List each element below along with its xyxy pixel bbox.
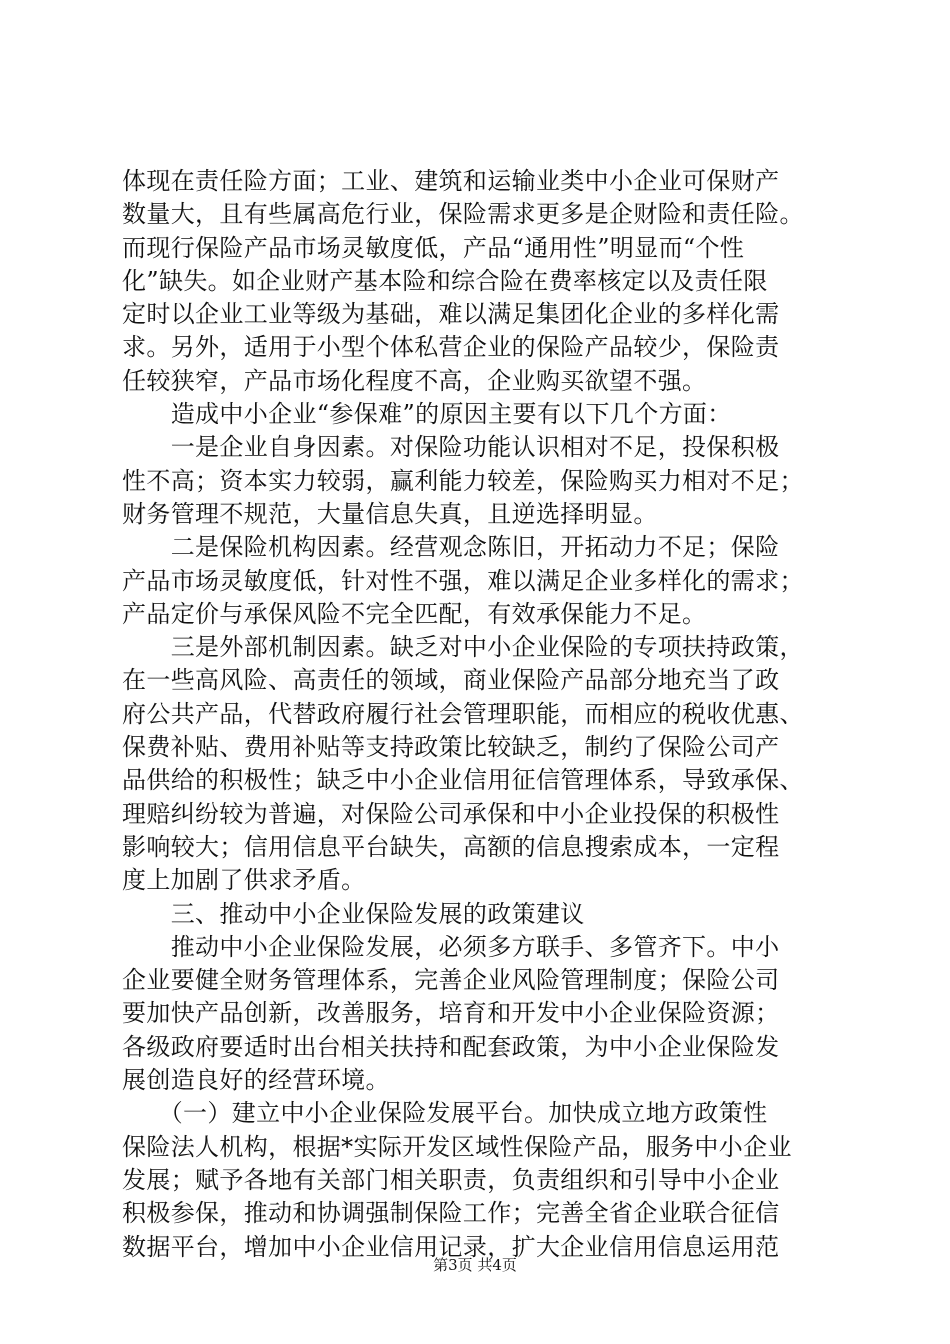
text-line: 造成中小企业“参保难”的原因主要有以下几个方面：	[122, 400, 732, 429]
text-line: 保费补贴、费用补贴等支持政策比较缺乏，制约了保险公司产	[122, 733, 780, 762]
text-line: （一）建立中小企业保险发展平台。加快成立地方政策性	[122, 1099, 768, 1128]
text-line: 数据平台，增加中小企业信用记录，扩大企业信用信息运用范	[122, 1232, 780, 1261]
text-line: 化”缺失。如企业财产基本险和综合险在费率核定以及责任限	[122, 266, 768, 295]
text-line: 推动中小企业保险发展，必须多方联手、多管齐下。中小	[122, 932, 780, 961]
text-line: 任较狭窄，产品市场化程度不高，企业购买欲望不强。	[122, 366, 707, 395]
text-line: 财务管理不规范，大量信息失真，且逆选择明显。	[122, 499, 658, 528]
text-line: 影响较大；信用信息平台缺失，高额的信息搜索成本，一定程	[122, 832, 780, 861]
text-line: 品供给的积极性；缺乏中小企业信用征信管理体系，导致承保、	[122, 766, 804, 795]
text-line: 在一些高风险、高责任的领域，商业保险产品部分地充当了政	[122, 666, 780, 695]
page-footer: 第3页 共4页	[433, 1256, 517, 1274]
text-line: 度上加剧了供求矛盾。	[122, 866, 366, 895]
text-line: 体现在责任险方面；工业、建筑和运输业类中小企业可保财产	[122, 167, 780, 195]
text-line: 数量大，且有些属高危行业，保险需求更多是企财险和责任险。	[122, 200, 804, 229]
text-line: 三是外部机制因素。缺乏对中小企业保险的专项扶持政策，	[122, 633, 804, 662]
text-line: 一是企业自身因素。对保险功能认识相对不足，投保积极	[122, 433, 780, 462]
section-heading: 三、推动中小企业保险发展的政策建议	[122, 899, 585, 928]
text-line: 保险法人机构，根据*实际开发区域性保险产品，服务中小企业	[122, 1132, 792, 1161]
text-line: 各级政府要适时出台相关扶持和配套政策，为中小企业保险发	[122, 1032, 780, 1061]
body-text	[122, 165, 834, 1264]
text-line: 产品市场灵敏度低，针对性不强，难以满足企业多样化的需求；	[122, 566, 804, 595]
text-line: 而现行保险产品市场灵敏度低，产品“通用性”明显而“个性	[122, 233, 745, 262]
text-line: 定时以企业工业等级为基础，难以满足集团化企业的多样化需	[122, 300, 780, 329]
text-line: 企业要健全财务管理体系，完善企业风险管理制度；保险公司	[122, 966, 780, 995]
text-line: 发展；赋予各地有关部门相关职责，负责组织和引导中小企业	[122, 1165, 780, 1194]
text-line: 求。另外，适用于小型个体私营企业的保险产品较少，保险责	[122, 333, 780, 362]
text-line: 展创造良好的经营环境。	[122, 1066, 390, 1095]
text-line: 府公共产品，代替政府履行社会管理职能，而相应的税收优惠、	[122, 699, 804, 728]
text-line: 产品定价与承保风险不完全匹配，有效承保能力不足。	[122, 599, 707, 628]
text-line: 二是保险机构因素。经营观念陈旧，开拓动力不足；保险	[122, 533, 780, 562]
text-line: 积极参保，推动和协调强制保险工作；完善全省企业联合征信	[122, 1199, 780, 1228]
text-line: 理赔纠纷较为普遍，对保险公司承保和中小企业投保的积极性	[122, 799, 780, 828]
text-line: 要加快产品创新，改善服务，培育和开发中小企业保险资源；	[122, 999, 780, 1028]
text-line: 性不高；资本实力较弱，赢利能力较差，保险购买力相对不足；	[122, 466, 804, 495]
